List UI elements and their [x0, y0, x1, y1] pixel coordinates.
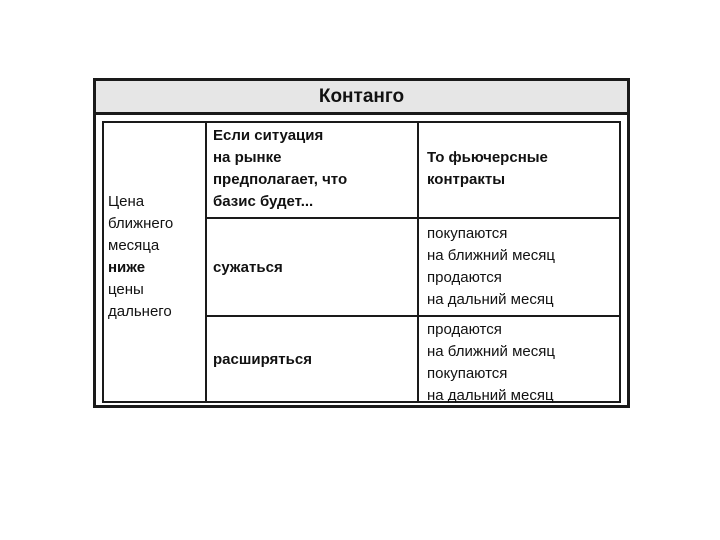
row-condition: расширяться [213, 351, 312, 368]
row-condition: сужаться [213, 259, 283, 276]
header-condition-line: Если ситуация [213, 127, 324, 144]
row-action-line: на ближний месяц [427, 343, 555, 360]
row-action-line: на дальний месяц [427, 387, 554, 404]
header-condition [213, 125, 347, 213]
column-divider [417, 123, 419, 401]
header-condition-line: предполагает, что [213, 171, 348, 188]
left-label-emphasis: ниже [108, 259, 146, 276]
left-label-line: дальнего [108, 303, 172, 320]
column-divider [205, 123, 207, 401]
header-action [427, 147, 548, 191]
row-action-line: покупаются [427, 225, 508, 242]
table-body [102, 121, 621, 403]
row-action-line: на ближний месяц [427, 247, 555, 264]
left-label-line: месяца [108, 237, 160, 254]
left-label-line: ближнего [108, 215, 174, 232]
row-action-line: продаются [427, 269, 502, 286]
left-label [108, 191, 173, 323]
left-label-line: цены [108, 281, 144, 298]
header-condition-line: на рынке [213, 149, 282, 166]
row-action [427, 319, 555, 407]
row-divider [205, 217, 619, 219]
row-action-line: продаются [427, 321, 502, 338]
header-action-line: контракты [427, 171, 506, 188]
table-title: Контанго [96, 81, 627, 115]
contango-table [93, 78, 630, 408]
left-label-line: Цена [108, 193, 145, 210]
header-condition-line: базис будет... [213, 193, 314, 210]
row-action-line: покупаются [427, 365, 508, 382]
row-action [427, 223, 555, 311]
header-action-line: То фьючерсные [427, 149, 548, 166]
row-action-line: на дальний месяц [427, 291, 554, 308]
row-divider [205, 315, 619, 317]
